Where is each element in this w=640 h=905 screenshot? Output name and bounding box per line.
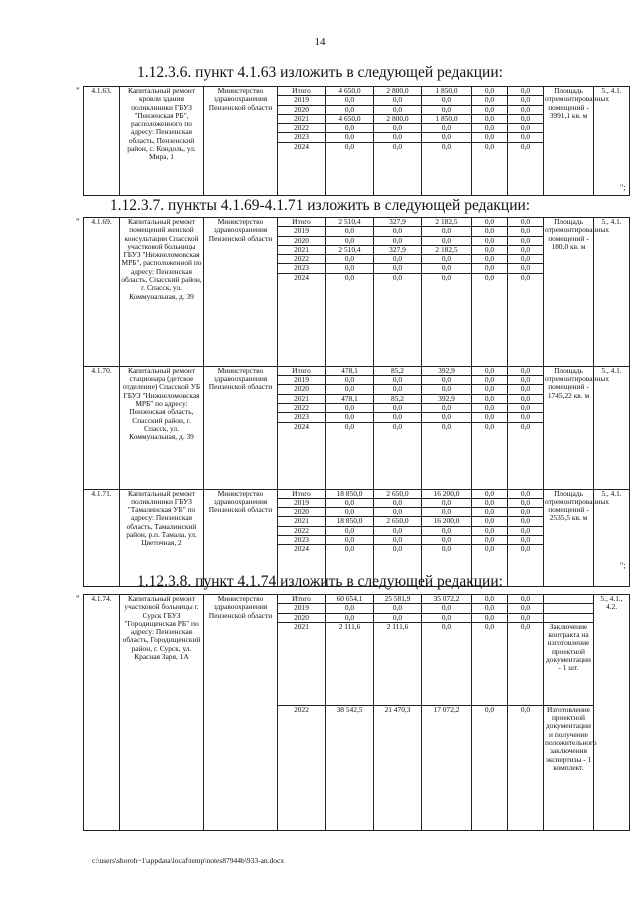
regional-cell: 392,9 xyxy=(422,394,472,403)
total-cell: 0,0 xyxy=(326,613,374,622)
table-items-4-1-69-to-4-1-71 xyxy=(83,217,630,587)
other-cell: 0,0 xyxy=(508,218,544,227)
regional-cell: 0,0 xyxy=(422,508,472,517)
local-cell: 0,0 xyxy=(472,536,508,545)
year-cell: Итого xyxy=(278,366,326,375)
federal-cell: 85,2 xyxy=(374,366,422,375)
item-number: 4.1.70. xyxy=(84,366,120,489)
total-cell: 60 654,1 xyxy=(326,595,374,604)
local-cell: 0,0 xyxy=(472,422,508,489)
total-cell: 0,0 xyxy=(326,403,374,412)
local-cell: 0,0 xyxy=(472,613,508,622)
table-row xyxy=(84,489,630,498)
local-cell: 0,0 xyxy=(472,595,508,604)
regional-cell: 0,0 xyxy=(422,613,472,622)
total-cell: 0,0 xyxy=(326,96,374,105)
regional-cell: 0,0 xyxy=(422,142,472,195)
federal-cell: 0,0 xyxy=(374,613,422,622)
local-cell: 0,0 xyxy=(472,622,508,705)
year-cell: 2023 xyxy=(278,413,326,422)
table-item-4-1-74 xyxy=(83,594,630,831)
regional-cell: 0,0 xyxy=(422,236,472,245)
other-cell: 0,0 xyxy=(508,142,544,195)
year-cell: 2020 xyxy=(278,385,326,394)
year-cell: 2022 xyxy=(278,705,326,830)
item-code: 5., 4.1. xyxy=(594,87,630,196)
federal-cell: 0,0 xyxy=(374,385,422,394)
footer-file-path: c:\users\shoroh~1\appdata\local\temp\notes87944b\933-an.docx xyxy=(92,856,285,865)
local-cell: 0,0 xyxy=(472,545,508,587)
item-code: 5., 4.1. xyxy=(594,366,630,489)
other-cell: 0,0 xyxy=(508,394,544,403)
table-row xyxy=(84,595,630,604)
other-cell: 0,0 xyxy=(508,604,544,613)
other-cell: 0,0 xyxy=(508,114,544,123)
regional-cell: 2 182,5 xyxy=(422,245,472,254)
local-cell: 0,0 xyxy=(472,236,508,245)
regional-cell: 0,0 xyxy=(422,498,472,507)
local-cell: 0,0 xyxy=(472,273,508,366)
total-cell: 18 850,0 xyxy=(326,489,374,498)
year-cell: 2022 xyxy=(278,255,326,264)
item-indicator-empty xyxy=(544,613,594,622)
federal-cell: 0,0 xyxy=(374,536,422,545)
other-cell: 0,0 xyxy=(508,87,544,96)
year-cell: 2021 xyxy=(278,394,326,403)
federal-cell: 0,0 xyxy=(374,96,422,105)
federal-cell: 0,0 xyxy=(374,508,422,517)
federal-cell: 327,9 xyxy=(374,218,422,227)
local-cell: 0,0 xyxy=(472,133,508,142)
year-cell: 2021 xyxy=(278,114,326,123)
year-cell: 2023 xyxy=(278,536,326,545)
table-item-4-1-63 xyxy=(83,86,630,196)
year-cell: 2023 xyxy=(278,133,326,142)
total-cell: 4 650,0 xyxy=(326,87,374,96)
total-cell: 0,0 xyxy=(326,413,374,422)
year-cell: 2024 xyxy=(278,422,326,489)
table-row xyxy=(84,87,630,96)
local-cell: 0,0 xyxy=(472,705,508,830)
item-code: 5., 4.1., 4.2. xyxy=(594,595,630,831)
regional-cell: 0,0 xyxy=(422,273,472,366)
local-cell: 0,0 xyxy=(472,517,508,526)
other-cell: 0,0 xyxy=(508,595,544,604)
item-number: 4.1.69. xyxy=(84,218,120,367)
item-name: Капитальный ремонт поликлиники ГБУЗ "Тамалинская УБ" по адресу: Пензенская область, Тамалинский район, р.п. Тамала, ул. Цветочная, 2 xyxy=(120,489,204,587)
other-cell: 0,0 xyxy=(508,413,544,422)
page-number: 14 xyxy=(314,36,326,48)
year-cell: 2021 xyxy=(278,517,326,526)
total-cell: 478,1 xyxy=(326,366,374,375)
regional-cell: 2 182,5 xyxy=(422,218,472,227)
federal-cell: 0,0 xyxy=(374,142,422,195)
item-code: 5., 4.1. xyxy=(594,218,630,367)
regional-cell: 0,0 xyxy=(422,105,472,114)
section-heading-2: 1.12.3.7. пункты 4.1.69-4.1.71 изложить в следующей редакции: xyxy=(109,197,531,214)
item-indicator: Заключение контракта на изготовление проектной документации - 1 шт. xyxy=(544,622,594,705)
total-cell: 0,0 xyxy=(326,526,374,535)
year-cell: 2022 xyxy=(278,526,326,535)
other-cell: 0,0 xyxy=(508,245,544,254)
section-heading-3: 1.12.3.8. пункт 4.1.74 изложить в следующей редакции: xyxy=(137,573,503,590)
item-responsible: Министерство здравоохранения Пензенской области xyxy=(204,595,278,831)
regional-cell: 0,0 xyxy=(422,536,472,545)
federal-cell: 0,0 xyxy=(374,255,422,264)
total-cell: 0,0 xyxy=(326,236,374,245)
other-cell: 0,0 xyxy=(508,498,544,507)
regional-cell: 0,0 xyxy=(422,255,472,264)
federal-cell: 0,0 xyxy=(374,376,422,385)
regional-cell: 0,0 xyxy=(422,622,472,705)
regional-cell: 35 072,2 xyxy=(422,595,472,604)
item-name: Капитальный ремонт стационара (детское отделение) Спасской УБ ГБУЗ "Нижнеломовская МРБ" по адресу: Пензенская область, Спасский район, г. Спасск, ул. Коммунальная, д. 39 xyxy=(120,366,204,489)
open-quote-3: " xyxy=(76,594,80,604)
regional-cell: 0,0 xyxy=(422,376,472,385)
total-cell: 0,0 xyxy=(326,227,374,236)
open-quote-1: " xyxy=(76,86,80,96)
other-cell: 0,0 xyxy=(508,508,544,517)
total-cell: 0,0 xyxy=(326,376,374,385)
regional-cell: 0,0 xyxy=(422,545,472,587)
local-cell: 0,0 xyxy=(472,142,508,195)
other-cell: 0,0 xyxy=(508,124,544,133)
item-name: Капитальный ремонт кровли здания поликлиники ГБУЗ "Пензенская РБ", расположенного по адресу: Пензенская область, Пензенский район, с. Кондоль, ул. Мира, 1 xyxy=(120,87,204,196)
open-quote-2: " xyxy=(76,217,80,227)
section-heading-1: 1.12.3.6. пункт 4.1.63 изложить в следующей редакции: xyxy=(137,64,503,81)
other-cell: 0,0 xyxy=(508,403,544,412)
local-cell: 0,0 xyxy=(472,508,508,517)
regional-cell: 16 200,0 xyxy=(422,489,472,498)
regional-cell: 0,0 xyxy=(422,133,472,142)
total-cell: 0,0 xyxy=(326,142,374,195)
year-cell: 2024 xyxy=(278,273,326,366)
federal-cell: 0,0 xyxy=(374,413,422,422)
year-cell: 2021 xyxy=(278,622,326,705)
year-cell: 2020 xyxy=(278,613,326,622)
total-cell: 18 850,0 xyxy=(326,517,374,526)
other-cell: 0,0 xyxy=(508,622,544,705)
federal-cell: 0,0 xyxy=(374,264,422,273)
local-cell: 0,0 xyxy=(472,376,508,385)
local-cell: 0,0 xyxy=(472,385,508,394)
other-cell: 0,0 xyxy=(508,227,544,236)
local-cell: 0,0 xyxy=(472,218,508,227)
other-cell: 0,0 xyxy=(508,536,544,545)
item-indicator-empty xyxy=(544,604,594,613)
local-cell: 0,0 xyxy=(472,124,508,133)
other-cell: 0,0 xyxy=(508,705,544,830)
other-cell: 0,0 xyxy=(508,613,544,622)
total-cell: 2 111,6 xyxy=(326,622,374,705)
item-indicator: Площадь отремонтированных помещений - 3991,1 кв. м xyxy=(544,87,594,196)
item-name: Капитальный ремонт участковой больницы г. Сурск ГБУЗ "Городищенская РБ" по адресу: Пензенская область, Городищенский район, г. Сурск, ул. Красная Заря, 1А xyxy=(120,595,204,831)
year-cell: Итого xyxy=(278,595,326,604)
total-cell: 0,0 xyxy=(326,255,374,264)
item-responsible: Министерство здравоохранения Пензенской области xyxy=(204,218,278,367)
item-indicator: Площадь отремонтированных помещений - 1745,22 кв. м xyxy=(544,366,594,489)
total-cell: 0,0 xyxy=(326,264,374,273)
item-indicator-empty xyxy=(544,595,594,604)
federal-cell: 0,0 xyxy=(374,273,422,366)
regional-cell: 16 200,0 xyxy=(422,517,472,526)
local-cell: 0,0 xyxy=(472,604,508,613)
federal-cell: 2 800,0 xyxy=(374,87,422,96)
year-cell: 2019 xyxy=(278,96,326,105)
local-cell: 0,0 xyxy=(472,526,508,535)
regional-cell: 0,0 xyxy=(422,422,472,489)
total-cell: 0,0 xyxy=(326,273,374,366)
local-cell: 0,0 xyxy=(472,489,508,498)
total-cell: 0,0 xyxy=(326,545,374,587)
local-cell: 0,0 xyxy=(472,403,508,412)
federal-cell: 2 800,0 xyxy=(374,114,422,123)
other-cell: 0,0 xyxy=(508,526,544,535)
total-cell: 0,0 xyxy=(326,385,374,394)
federal-cell: 25 581,9 xyxy=(374,595,422,604)
other-cell: 0,0 xyxy=(508,255,544,264)
other-cell: 0,0 xyxy=(508,105,544,114)
federal-cell: 327,9 xyxy=(374,245,422,254)
regional-cell: 392,9 xyxy=(422,366,472,375)
year-cell: 2022 xyxy=(278,403,326,412)
item-responsible: Министерство здравоохранения Пензенской области xyxy=(204,489,278,587)
year-cell: Итого xyxy=(278,87,326,96)
regional-cell: 0,0 xyxy=(422,264,472,273)
federal-cell: 0,0 xyxy=(374,545,422,587)
federal-cell: 85,2 xyxy=(374,394,422,403)
year-cell: 2024 xyxy=(278,142,326,195)
regional-cell: 0,0 xyxy=(422,124,472,133)
table-row xyxy=(84,218,630,227)
total-cell: 0,0 xyxy=(326,124,374,133)
other-cell: 0,0 xyxy=(508,489,544,498)
year-cell: 2019 xyxy=(278,604,326,613)
federal-cell: 0,0 xyxy=(374,124,422,133)
regional-cell: 0,0 xyxy=(422,604,472,613)
item-number: 4.1.71. xyxy=(84,489,120,587)
other-cell: 0,0 xyxy=(508,273,544,366)
other-cell: 0,0 xyxy=(508,422,544,489)
local-cell: 0,0 xyxy=(472,498,508,507)
regional-cell: 0,0 xyxy=(422,96,472,105)
federal-cell: 2 650,0 xyxy=(374,517,422,526)
year-cell: Итого xyxy=(278,218,326,227)
federal-cell: 0,0 xyxy=(374,236,422,245)
federal-cell: 0,0 xyxy=(374,526,422,535)
federal-cell: 0,0 xyxy=(374,105,422,114)
regional-cell: 17 072,2 xyxy=(422,705,472,830)
local-cell: 0,0 xyxy=(472,366,508,375)
total-cell: 2 510,4 xyxy=(326,245,374,254)
year-cell: 2024 xyxy=(278,545,326,587)
total-cell: 0,0 xyxy=(326,604,374,613)
total-cell: 4 650,0 xyxy=(326,114,374,123)
regional-cell: 1 850,0 xyxy=(422,87,472,96)
item-responsible: Министерство здравоохранения Пензенской области xyxy=(204,366,278,489)
table-row xyxy=(84,366,630,375)
year-cell: 2021 xyxy=(278,245,326,254)
item-number: 4.1.63. xyxy=(84,87,120,196)
year-cell: 2019 xyxy=(278,498,326,507)
regional-cell: 0,0 xyxy=(422,413,472,422)
federal-cell: 0,0 xyxy=(374,498,422,507)
other-cell: 0,0 xyxy=(508,517,544,526)
year-cell: 2020 xyxy=(278,508,326,517)
federal-cell: 0,0 xyxy=(374,227,422,236)
close-quote-2: "; xyxy=(620,561,626,570)
local-cell: 0,0 xyxy=(472,105,508,114)
federal-cell: 0,0 xyxy=(374,422,422,489)
year-cell: Итого xyxy=(278,489,326,498)
local-cell: 0,0 xyxy=(472,114,508,123)
other-cell: 0,0 xyxy=(508,133,544,142)
local-cell: 0,0 xyxy=(472,394,508,403)
federal-cell: 21 470,3 xyxy=(374,705,422,830)
other-cell: 0,0 xyxy=(508,376,544,385)
year-cell: 2019 xyxy=(278,227,326,236)
local-cell: 0,0 xyxy=(472,245,508,254)
federal-cell: 2 111,6 xyxy=(374,622,422,705)
item-code: 5., 4.1. xyxy=(594,489,630,587)
other-cell: 0,0 xyxy=(508,385,544,394)
other-cell: 0,0 xyxy=(508,545,544,587)
total-cell: 0,0 xyxy=(326,508,374,517)
regional-cell: 0,0 xyxy=(422,227,472,236)
federal-cell: 2 650,0 xyxy=(374,489,422,498)
local-cell: 0,0 xyxy=(472,227,508,236)
other-cell: 0,0 xyxy=(508,96,544,105)
total-cell: 478,1 xyxy=(326,394,374,403)
item-indicator: Площадь отремонтированных помещений - 2535,5 кв. м xyxy=(544,489,594,587)
year-cell: 2020 xyxy=(278,236,326,245)
total-cell: 38 542,5 xyxy=(326,705,374,830)
regional-cell: 1 850,0 xyxy=(422,114,472,123)
year-cell: 2023 xyxy=(278,264,326,273)
item-number: 4.1.74. xyxy=(84,595,120,831)
local-cell: 0,0 xyxy=(472,96,508,105)
close-quote-1: "; xyxy=(620,183,626,192)
federal-cell: 0,0 xyxy=(374,604,422,613)
regional-cell: 0,0 xyxy=(422,385,472,394)
regional-cell: 0,0 xyxy=(422,526,472,535)
regional-cell: 0,0 xyxy=(422,403,472,412)
year-cell: 2019 xyxy=(278,376,326,385)
item-indicator: Площадь отремонтированных помещений - 180,0 кв. м xyxy=(544,218,594,367)
local-cell: 0,0 xyxy=(472,264,508,273)
total-cell: 0,0 xyxy=(326,536,374,545)
year-cell: 2020 xyxy=(278,105,326,114)
other-cell: 0,0 xyxy=(508,264,544,273)
local-cell: 0,0 xyxy=(472,87,508,96)
year-cell: 2022 xyxy=(278,124,326,133)
item-name: Капитальный ремонт помещений женской консультации Спасской участковой больницы ГБУЗ "Нижнеломовская МРБ", расположенной по адресу: Пензенская область, Спасский район, г. Спасск, ул. Коммунальная, д. 39 xyxy=(120,218,204,367)
total-cell: 0,0 xyxy=(326,498,374,507)
item-responsible: Министерство здравоохранения Пензенской области xyxy=(204,87,278,196)
total-cell: 0,0 xyxy=(326,105,374,114)
federal-cell: 0,0 xyxy=(374,133,422,142)
local-cell: 0,0 xyxy=(472,413,508,422)
federal-cell: 0,0 xyxy=(374,403,422,412)
total-cell: 2 510,4 xyxy=(326,218,374,227)
local-cell: 0,0 xyxy=(472,255,508,264)
total-cell: 0,0 xyxy=(326,133,374,142)
other-cell: 0,0 xyxy=(508,236,544,245)
total-cell: 0,0 xyxy=(326,422,374,489)
other-cell: 0,0 xyxy=(508,366,544,375)
item-indicator: Изготовление проектной документации и получение положительного заключения экспертизы - 1 комплект. xyxy=(544,705,594,830)
